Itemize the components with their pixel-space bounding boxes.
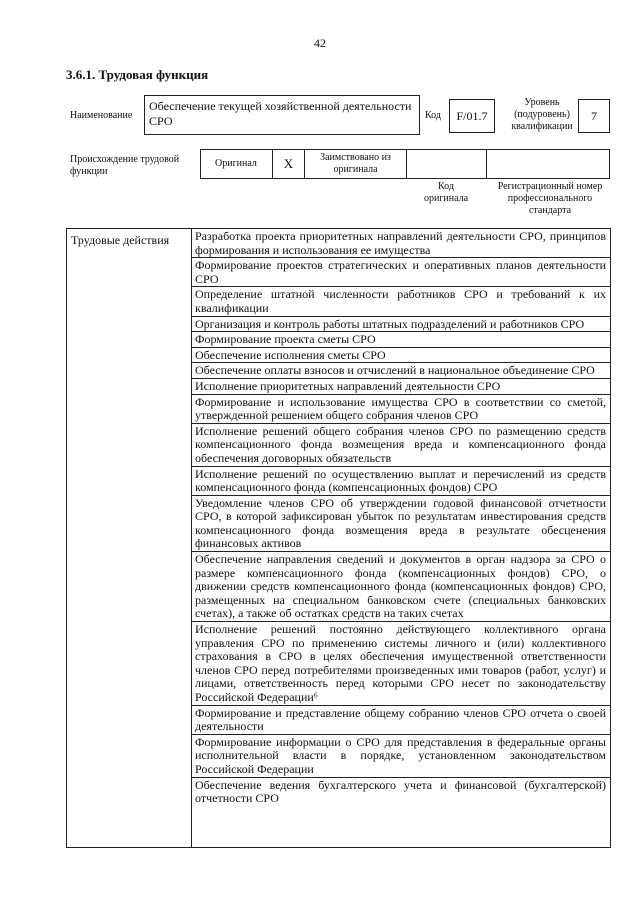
- action-item: Обеспечение исполнения сметы СРО: [192, 348, 610, 364]
- action-item: Формирование и представление общему собранию членов СРО отчета о своей деятельности: [192, 706, 610, 735]
- code-label: Код: [425, 110, 441, 121]
- section-title: 3.6.1. Трудовая функция: [66, 67, 209, 82]
- action-item: Обеспечение оплаты взносов и отчислений в национальное объединение СРО: [192, 363, 610, 379]
- action-item: Определение штатной численности работников СРО и требований к их квалификации: [192, 287, 610, 316]
- labor-actions-list: [191, 229, 610, 847]
- level-label: Уровень (подуровень) квалификации: [511, 97, 573, 132]
- action-item: Организация и контроль работы штатных подразделений и работников СРО: [192, 317, 610, 333]
- origin-label: Происхождение трудовой функции: [70, 154, 180, 177]
- action-item: Формирование проекта сметы СРО: [192, 332, 610, 348]
- reg-number-label: Регистрационный номер профессионального стандарта: [497, 181, 603, 216]
- reg-number-cell: [487, 150, 609, 178]
- function-code: F/01.7: [449, 99, 495, 133]
- original-label: Оригинал: [201, 150, 273, 178]
- original-mark: X: [273, 150, 305, 178]
- labor-actions-label: Трудовые действия: [71, 233, 170, 247]
- function-name: Обеспечение текущей хозяйственной деятельности СРО: [144, 95, 420, 135]
- action-item: Формирование и использование имущества СРО в соответствии со сметой, утвержденной решением общего собрания членов СРО: [192, 395, 610, 424]
- name-label: Наименование: [70, 110, 133, 121]
- page-number: 42: [314, 36, 326, 50]
- action-item: Исполнение решений общего собрания членов СРО по размещению средств компенсационного фонда возмещения вреда и компенсационного фонда обеспечения договорных обязательств: [192, 424, 610, 467]
- action-item: Исполнение решений по осуществлению выплат и перечислений из средств компенсационного фонда (компенсационных фондов) СРО: [192, 467, 610, 496]
- action-item: Исполнение приоритетных направлений деятельности СРО: [192, 379, 610, 395]
- action-item: Формирование информации о СРО для представления в федеральные органы исполнительной власти в порядке, установленном законодательством Российской Федерации: [192, 735, 610, 778]
- action-item: Обеспечение ведения бухгалтерского учета и финансовой (бухгалтерской) отчетности СРО: [195, 777, 606, 806]
- origin-row: [200, 149, 610, 179]
- action-item: Обеспечение направления сведений и документов в орган надзора за СРО о размере компенсационного фонда (компенсационных фондов) СРО, о движении средств компенсационного фонда (компенсационных фондов) СРО, размещенных на специальном банковском счете (специальных банковских счетах), а также об остатках средств на таких счетах: [192, 552, 610, 622]
- action-item: Исполнение решений постоянно действующего коллективного органа управления СРО по применению системы личного и (или) коллективного страхования в СРО в целях обеспечения имущественной ответственности членов СРО перед потребителями произведенных ими товаров (работ, услуг) и лицами, ответственность перед которыми СРО несет по законодательству Российской Федерации⁶: [192, 622, 610, 706]
- qualification-level: 7: [578, 99, 610, 133]
- original-code-cell: [407, 150, 487, 178]
- borrowed-label: Заимствовано из оригинала: [305, 150, 407, 178]
- action-item: Формирование проектов стратегических и оперативных планов деятельности СРО: [192, 258, 610, 287]
- action-item: Уведомление членов СРО об утверждении годовой финансовой отчетности СРО, в которой зафиксирован убыток по результатам инвестирования средств компенсационного фонда возмещения вреда в результате обесценения финансовых активов: [192, 496, 610, 552]
- action-item: Разработка проекта приоритетных направлений деятельности СРО, принципов формирования и использования ее имущества: [192, 229, 610, 258]
- code-original-label: Код оригинала: [423, 181, 469, 204]
- labor-actions-table: [66, 228, 611, 848]
